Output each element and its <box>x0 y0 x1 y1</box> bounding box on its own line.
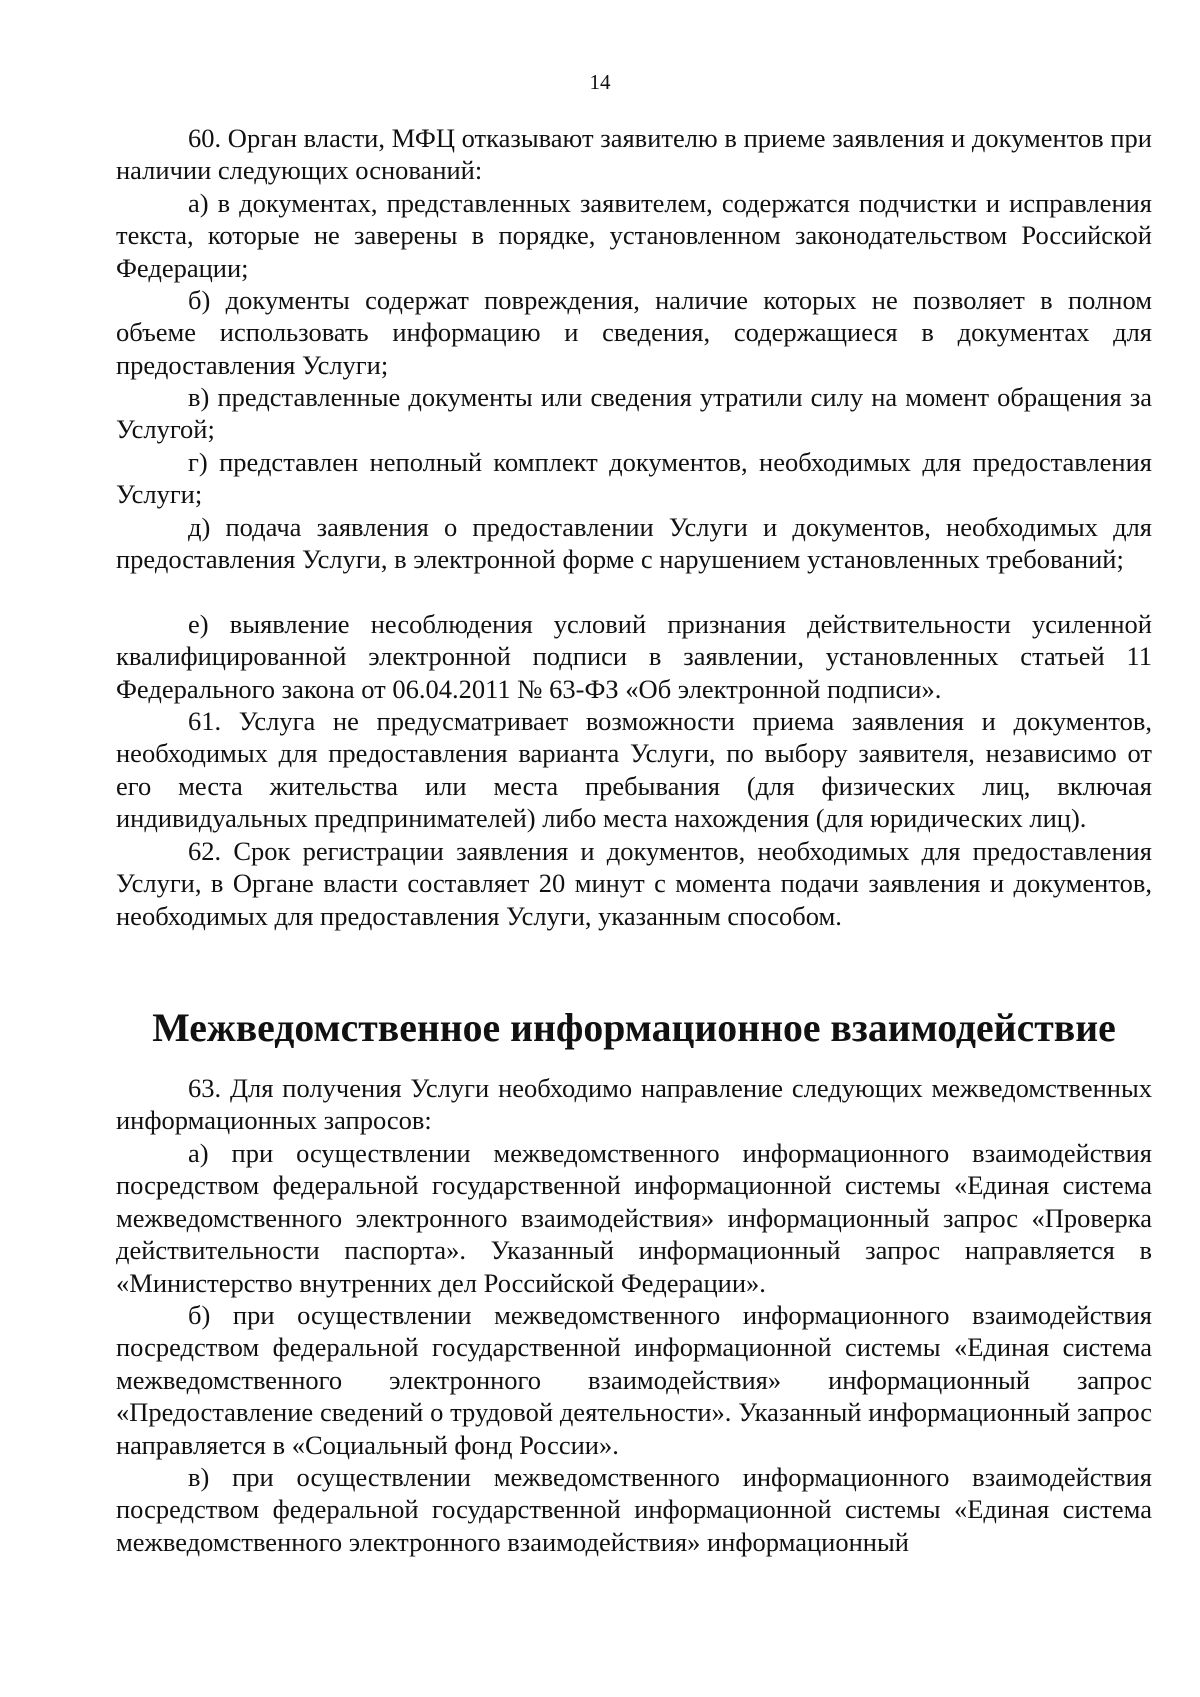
paragraph-60-g: г) представлен неполный комплект документов, необходимых для предоставления Услуги; <box>116 447 1152 510</box>
paragraph-60-v: в) представленные документы или сведения утратили силу на момент обращения за Услугой; <box>116 382 1152 445</box>
paragraph-62: 62. Срок регистрации заявления и документов, необходимых для предоставления Услуги, в Органе власти составляет 20 минут с момента подачи заявления и документов, необходимых для предоставления Услуги, указанным способом. <box>116 836 1152 931</box>
paragraph-61: 61. Услуга не предусматривает возможности приема заявления и документов, необходимых для предоставления варианта Услуги, по выбору заявителя, независимо от его места жительства или места пребывания (для физических лиц, включая индивидуальных предпринимателей) либо места нахождения (для юридических лиц). <box>116 706 1152 834</box>
paragraph-60-d: д) подача заявления о предоставлении Услуги и документов, необходимых для предоставления Услуги, в электронной форме с нарушением установленных требований; <box>116 512 1152 575</box>
paragraph-63-b: б) при осуществлении межведомственного информационного взаимодействия посредством федеральной государственной информационной системы «Единая система межведомственного электронного взаимодействия» информационный запрос «Предоставление сведений о трудовой деятельности». Указанный информационный запрос направляется в «Социальный фонд России». <box>116 1300 1152 1460</box>
paragraph-63: 63. Для получения Услуги необходимо направление следующих межведомственных информационных запросов: <box>116 1073 1152 1136</box>
page-number: 14 <box>589 70 611 94</box>
paragraph-60-e: е) выявление несоблюдения условий признания действительности усиленной квалифицированной электронной подписи в заявлении, установленных статьей 11 Федерального закона от 06.04.2011 № 63-ФЗ «Об электронной подписи». <box>116 609 1152 704</box>
paragraph-63-a: а) при осуществлении межведомственного информационного взаимодействия посредством федеральной государственной информационной системы «Единая система межведомственного электронного взаимодействия» информационный запрос «Проверка действительности паспорта». Указанный информационный запрос направляется в «Министерство внутренних дел Российской Федерации». <box>116 1138 1152 1298</box>
paragraph-60: 60. Орган власти, МФЦ отказывают заявителю в приеме заявления и документов при наличии следующих оснований: <box>116 123 1152 186</box>
section-heading: Межведомственное информационное взаимодействие <box>152 1006 1116 1050</box>
paragraph-60-b: б) документы содержат повреждения, наличие которых не позволяет в полном объеме использовать информацию и сведения, содержащиеся в документах для предоставления Услуги; <box>116 285 1152 380</box>
paragraph-63-v: в) при осуществлении межведомственного информационного взаимодействия посредством федеральной государственной информационной системы «Единая система межведомственного электронного взаимодействия» информационный <box>116 1462 1152 1557</box>
paragraph-60-a: а) в документах, представленных заявителем, содержатся подчистки и исправления текста, которые не заверены в порядке, установленном законодательством Российской Федерации; <box>116 188 1152 283</box>
